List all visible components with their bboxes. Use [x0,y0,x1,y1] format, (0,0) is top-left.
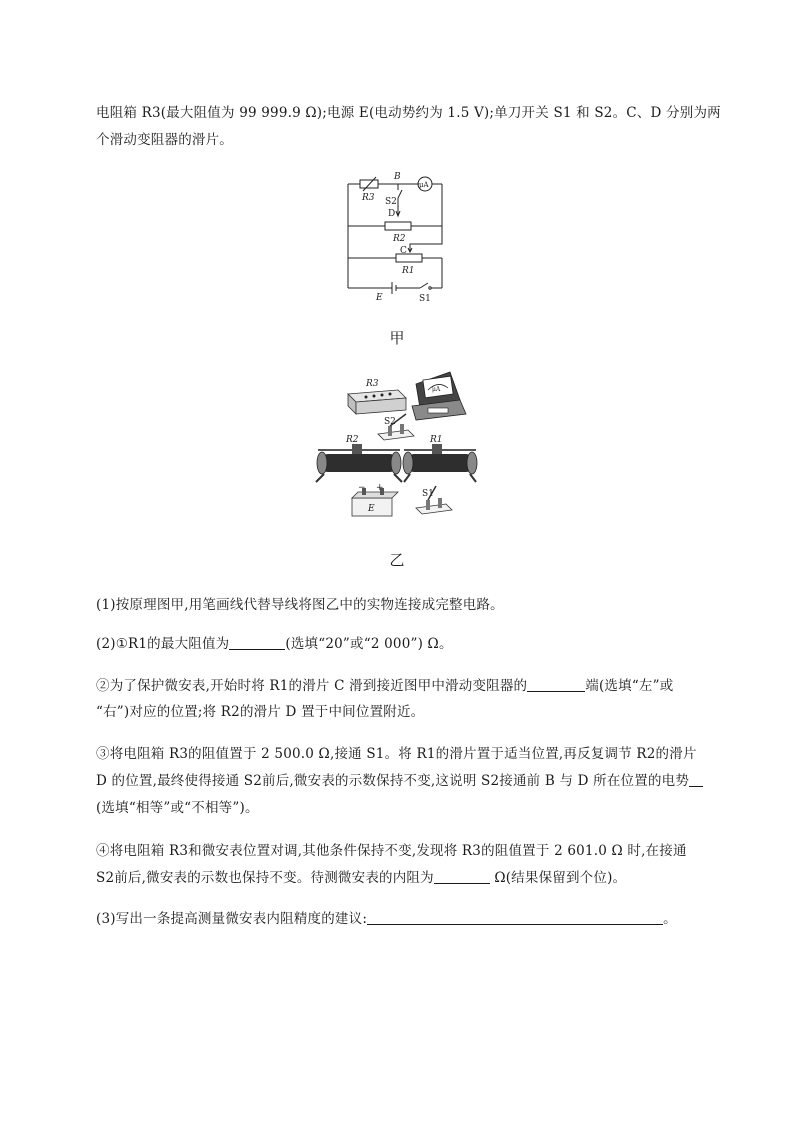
circuit-diagram-jia [330,168,470,308]
label-r3-yi: R3 [366,379,379,389]
question-3-suffix: 。 [663,911,677,927]
label-b: B [394,172,401,182]
answer-blank-slider-end[interactable] [527,677,585,692]
answer-blank-internal-resistance[interactable] [434,869,490,884]
figure-caption-yi: 乙 [389,551,405,569]
figure-caption-jia: 甲 [389,329,405,347]
question-2-2-line-2: “右”)对应的位置;将 R2的滑片 D 置于中间位置附近。 [96,704,425,720]
question-2-1-text: (2)①R1的最大阻值为 [96,636,230,652]
label-r3-jia: R3 [362,193,375,203]
rheostat-r1-device [403,444,477,482]
question-2-3-line-2 [96,769,703,789]
question-3 [96,907,677,927]
question-2-2-line-1 [96,674,673,694]
label-minus: − [358,483,366,493]
answer-blank-potential[interactable] [689,772,703,787]
answer-blank-suggestion[interactable] [367,910,663,925]
label-s1-yi: S1 [422,489,434,499]
question-2-1 [96,632,453,652]
label-r1-yi: R1 [430,435,443,445]
question-2-2-text: ②为了保护微安表,开始时将 R1的滑片 C 滑到接近图甲中滑动变阻器的 [96,678,528,694]
label-c: C [400,246,407,256]
question-2-3-line-3: (选填“相等”或“不相等”)。 [96,800,259,816]
intro-line-1: 电阻箱 R3(最大阻值为 99 999.9 Ω);电源 E(电动势约为 1.5 V);单刀开关 S1 和 S2。C、D 分别为两 [96,105,721,121]
question-2-4-line-1: ④将电阻箱 R3和微安表位置对调,其他条件保持不变,发现将 R3的阻值置于 2 601.0 Ω 时,在接通 [96,843,687,859]
question-3-text: (3)写出一条提高测量微安表内阻精度的建议: [96,911,368,927]
r2-rheostat-symbol [385,222,411,230]
label-s2-yi: S2 [384,417,396,427]
label-s2-jia: S2 [385,197,397,207]
apparatus-diagram-yi [312,370,482,525]
question-2-3-line-1: ③将电阻箱 R3的阻值置于 2 500.0 Ω,接通 S1。将 R1的滑片置于适当位置,再反复调节 R2的滑片 [96,746,697,762]
question-2-1-options: (选填“20”或“2 000”) Ω。 [285,636,453,652]
rheostat-r2-device [316,444,402,482]
question-2-4-suffix: Ω(结果保留到个位)。 [489,870,627,886]
answer-blank-r1-max[interactable] [229,635,285,650]
label-d: D [388,209,396,219]
label-plus: + [376,483,384,493]
label-r2-yi: R2 [346,435,359,445]
label-ua-jia: μA [419,181,429,189]
question-1: (1)按原理图甲,用笔画线代替导线将图乙中的实物连接成完整电路。 [96,597,504,613]
intro-line-2: 个滑动变阻器的滑片。 [96,132,233,148]
label-s1-jia: S1 [419,294,431,304]
question-2-2-options: 端(选填“左”或 [585,678,674,694]
resistance-box-r3 [348,390,406,414]
label-e-yi: E [368,504,375,514]
label-r2-jia: R2 [393,234,406,244]
label-r1-jia: R1 [402,266,415,276]
question-2-4-text: S2前后,微安表的示数也保持不变。待测微安表的内阻为 [96,870,434,886]
label-e-jia: E [376,293,383,303]
label-ua-yi: μA [432,386,441,393]
question-2-4-line-2 [96,866,626,886]
microammeter-device [412,372,466,420]
question-2-3-text: D 的位置,最终使得接通 S2前后,微安表的示数保持不变,这说明 S2接通前 B 与 D 所在位置的电势 [96,773,690,789]
